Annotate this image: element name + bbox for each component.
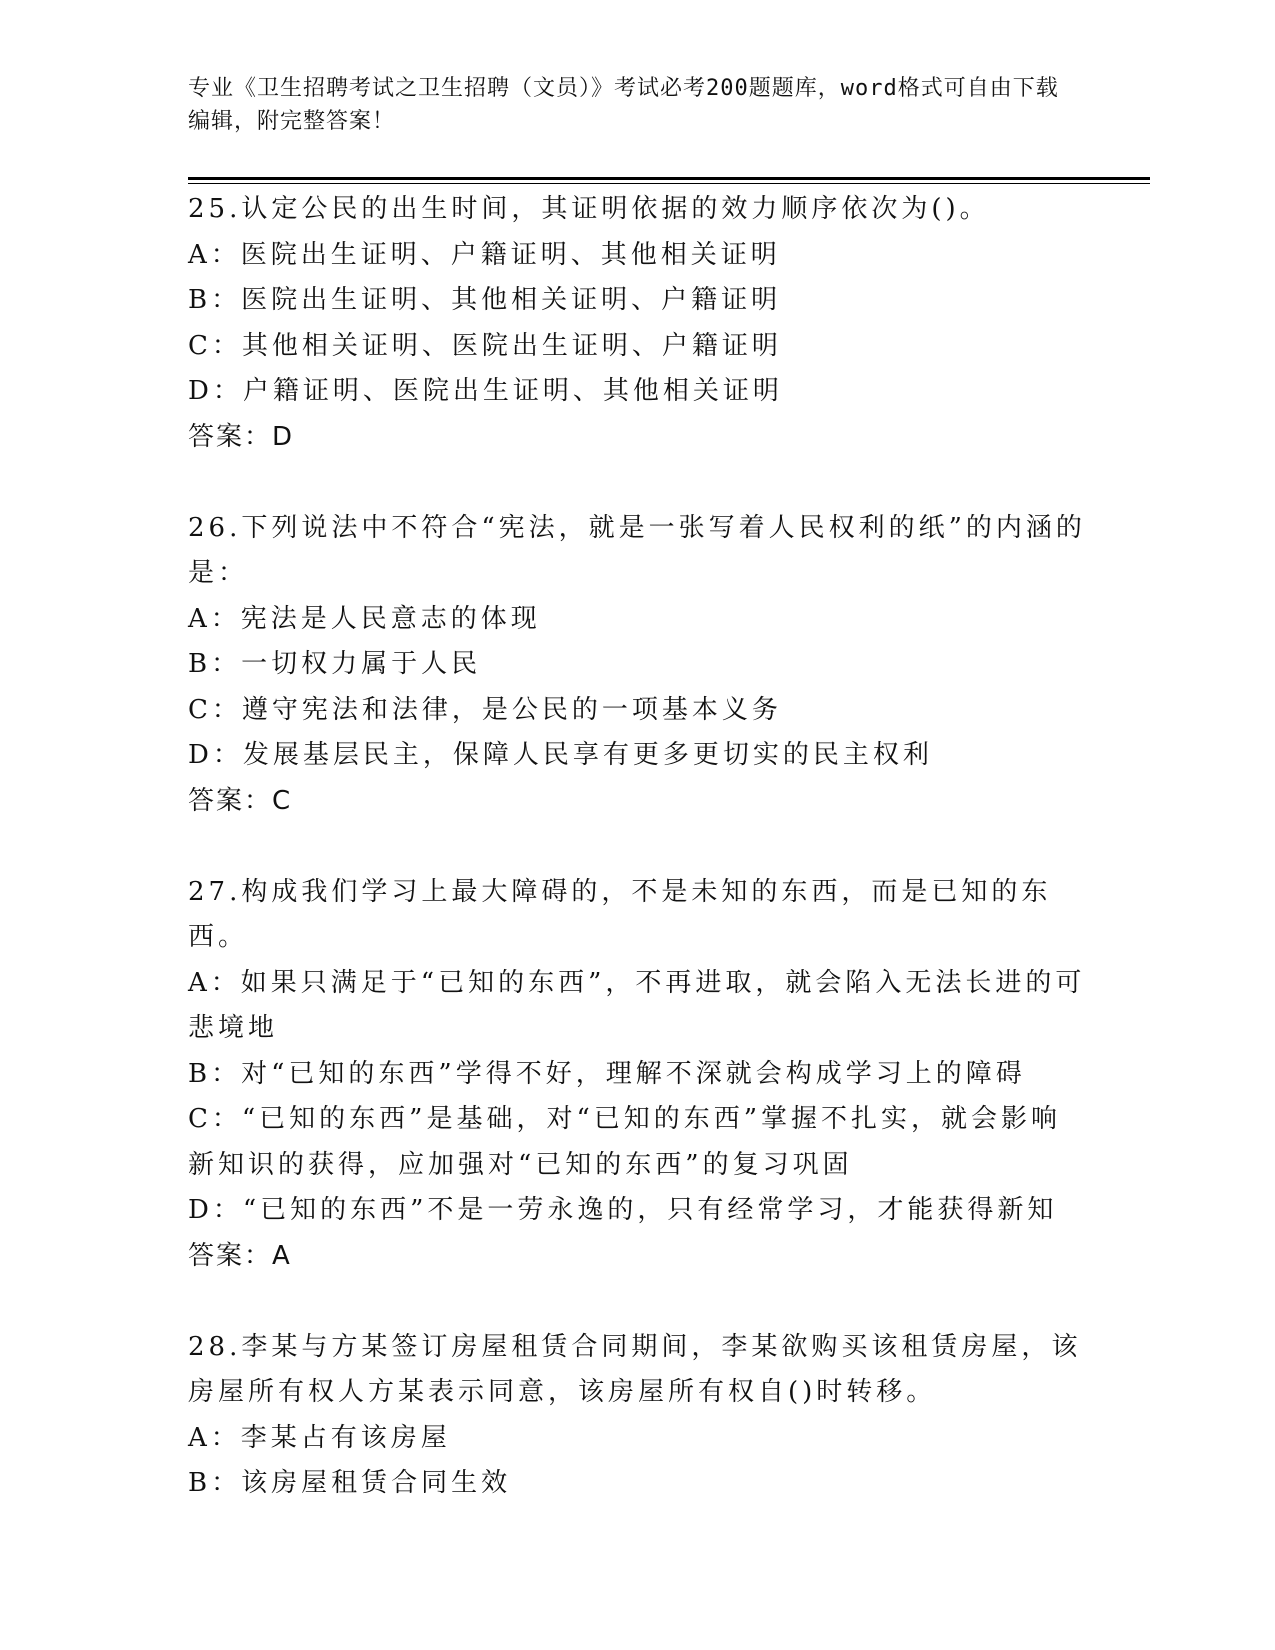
question-stem: 25.认定公民的出生时间，其证明依据的效力顺序依次为()。 xyxy=(188,194,990,224)
answer-text: 答案：A xyxy=(188,1240,292,1271)
option-a: A：李某占有该房屋 xyxy=(188,1422,451,1453)
option-d: D：“已知的东西”不是一劳永逸的，只有经常学习，才能获得新知 xyxy=(188,1195,1058,1225)
question-stem: 27.构成我们学习上最大障碍的，不是未知的东西，而是已知的东西。 xyxy=(188,876,1052,952)
option-b: B：一切权力属于人民 xyxy=(188,649,482,679)
document-header: 专业《卫生招聘考试之卫生招聘（文员）》考试必考200题题库，word格式可自由下载编辑，附完整答案！ xyxy=(188,76,1059,134)
option-d: D：发展基层民主，保障人民享有更多更切实的民主权利 xyxy=(188,740,933,770)
option-b: B：对“已知的东西”学得不好，理解不深就会构成学习上的障碍 xyxy=(188,1058,1026,1089)
header-divider-thick xyxy=(188,177,1150,180)
answer-text: 答案：C xyxy=(188,785,293,816)
question-item xyxy=(188,870,1088,1280)
question-stem: 28.李某与方某签订房屋租赁合同期间，李某欲购买该租赁房屋，该房屋所有权人方某表示同意，该房屋所有权自()时转移。 xyxy=(188,1331,1082,1407)
option-c: C：遵守宪法和法律，是公民的一项基本义务 xyxy=(188,694,782,725)
option-d: D：户籍证明、医院出生证明、其他相关证明 xyxy=(188,376,783,406)
option-a: A：宪法是人民意志的体现 xyxy=(188,603,541,634)
answer-text: 答案：D xyxy=(188,421,295,452)
option-a: A：医院出生证明、户籍证明、其他相关证明 xyxy=(188,239,781,270)
question-item xyxy=(188,1325,1088,1507)
option-c: C：“已知的东西”是基础，对“已知的东西”掌握不扎实，就会影响新知识的获得，应加强对“已知的东西”的复习巩固 xyxy=(188,1104,1062,1180)
header-divider-thin xyxy=(188,183,1150,184)
question-list xyxy=(188,187,1088,1507)
option-a: A：如果只满足于“已知的东西”，不再进取，就会陷入无法长进的可悲境地 xyxy=(188,967,1086,1043)
question-stem: 26.下列说法中不符合“宪法，就是一张写着人民权利的纸”的内涵的是： xyxy=(188,512,1086,588)
option-b: B：医院出生证明、其他相关证明、户籍证明 xyxy=(188,285,782,315)
option-b: B：该房屋租赁合同生效 xyxy=(188,1468,512,1498)
question-item xyxy=(188,187,1088,460)
option-c: C：其他相关证明、医院出生证明、户籍证明 xyxy=(188,330,782,361)
question-item xyxy=(188,506,1088,825)
